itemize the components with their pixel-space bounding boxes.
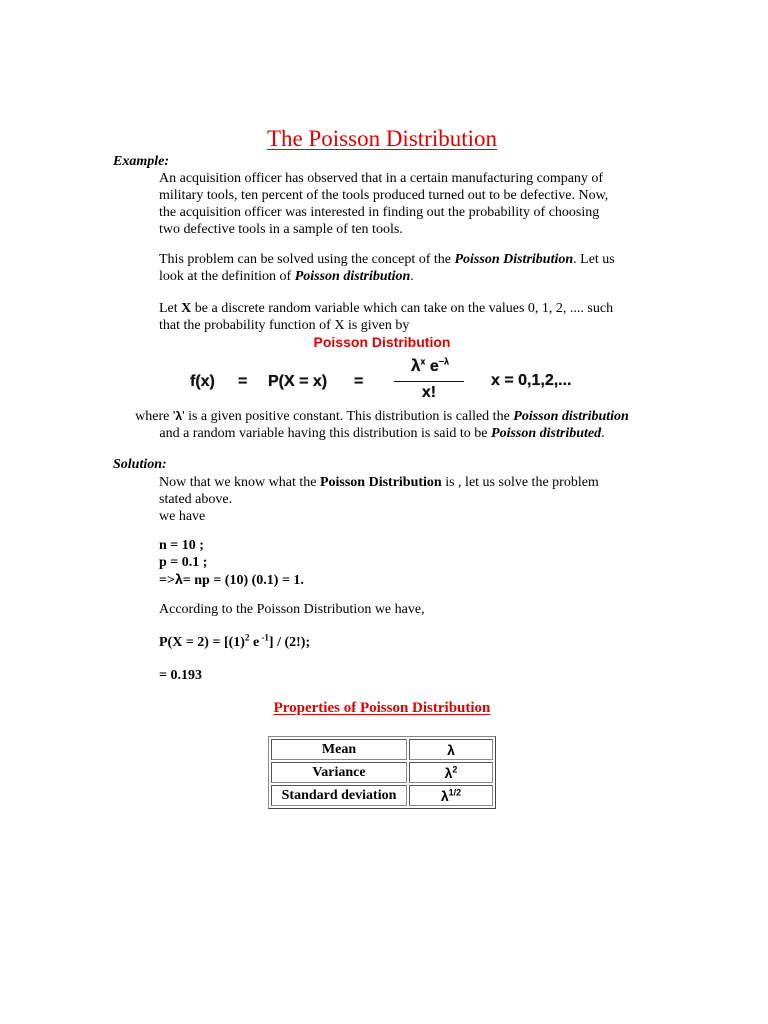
table-row bbox=[271, 785, 493, 806]
example-paragraph bbox=[159, 170, 608, 238]
result-value: = 0.193 bbox=[159, 668, 202, 683]
concept-paragraph: This problem can be solved using the concept of the Poisson Distribution. Let us look at the definition of Poisson distribution. bbox=[159, 252, 615, 284]
solution-intro: Now that we know what the Poisson Distribution is , let us solve the problem stated above. we have bbox=[159, 475, 599, 524]
according-line: According to the Poisson Distribution we have, bbox=[159, 602, 425, 617]
fraction-bar bbox=[394, 381, 464, 382]
probability-formula: $P(X = 2) = [(1)^2$ e $^{-1}$] / (2!); bbox=[159, 632, 311, 650]
property-name: Variance bbox=[271, 762, 407, 783]
lambda-value: =>λ= np = (10) (0.1) = 1. bbox=[159, 571, 304, 588]
where-paragraph: where 'λ' is a given positive constant. This distribution is called the Poisson distribution and a random variable having this distribution is said to be Poisson distributed. bbox=[135, 409, 629, 441]
n-value: n = 10 ; bbox=[159, 538, 204, 553]
formula-equals: = bbox=[354, 373, 364, 390]
formula-pxx: P(X = x) bbox=[268, 373, 328, 390]
formula-domain: x = 0,1,2,... bbox=[491, 372, 572, 389]
property-name: Mean bbox=[271, 739, 407, 760]
example-line: two defective tools in a sample of ten tools. bbox=[159, 222, 403, 237]
property-name: Standard deviation bbox=[271, 785, 407, 806]
emphasis-poisson-distribution: Poisson Distribution bbox=[454, 252, 574, 267]
p-value: p = 0.1 ; bbox=[159, 555, 208, 570]
formula-numerator: $\lambda^x$ $e^{-\lambda}$ bbox=[410, 356, 450, 375]
table-row bbox=[271, 739, 493, 760]
property-value: $\lambda^{1/2}$ bbox=[409, 785, 493, 806]
example-line: An acquisition officer has observed that in a certain manufacturing company of bbox=[159, 171, 604, 186]
property-value: λ bbox=[409, 739, 493, 760]
variable-x: X bbox=[181, 301, 192, 316]
example-label: Example: bbox=[113, 154, 169, 169]
example-line: the acquisition officer was interested in finding out the probability of choosing bbox=[159, 205, 600, 220]
solution-label: Solution: bbox=[113, 457, 167, 472]
lambda-symbol: λ bbox=[175, 409, 183, 423]
emphasis-poisson-distribution: Poisson distribution bbox=[294, 269, 411, 284]
formula-heading: Poisson Distribution bbox=[313, 334, 451, 350]
example-line: military tools, ten percent of the tools produced turned out to be defective. Now, bbox=[159, 188, 609, 203]
given-values bbox=[159, 537, 304, 589]
definition-paragraph: Let X be a discrete random variable which can take on the values 0, 1, 2, .... such that the probability function of X is given by bbox=[159, 301, 614, 333]
formula-fx: f(x) bbox=[190, 373, 215, 390]
page-title: The Poisson Distribution bbox=[266, 126, 497, 151]
table-row bbox=[271, 762, 493, 783]
properties-table bbox=[268, 736, 496, 809]
formula-equals: = bbox=[238, 373, 248, 390]
property-value: $\lambda^2$ bbox=[409, 762, 493, 783]
formula-denominator: x! bbox=[421, 384, 437, 401]
properties-heading: Properties of Poisson Distribution bbox=[273, 700, 491, 716]
